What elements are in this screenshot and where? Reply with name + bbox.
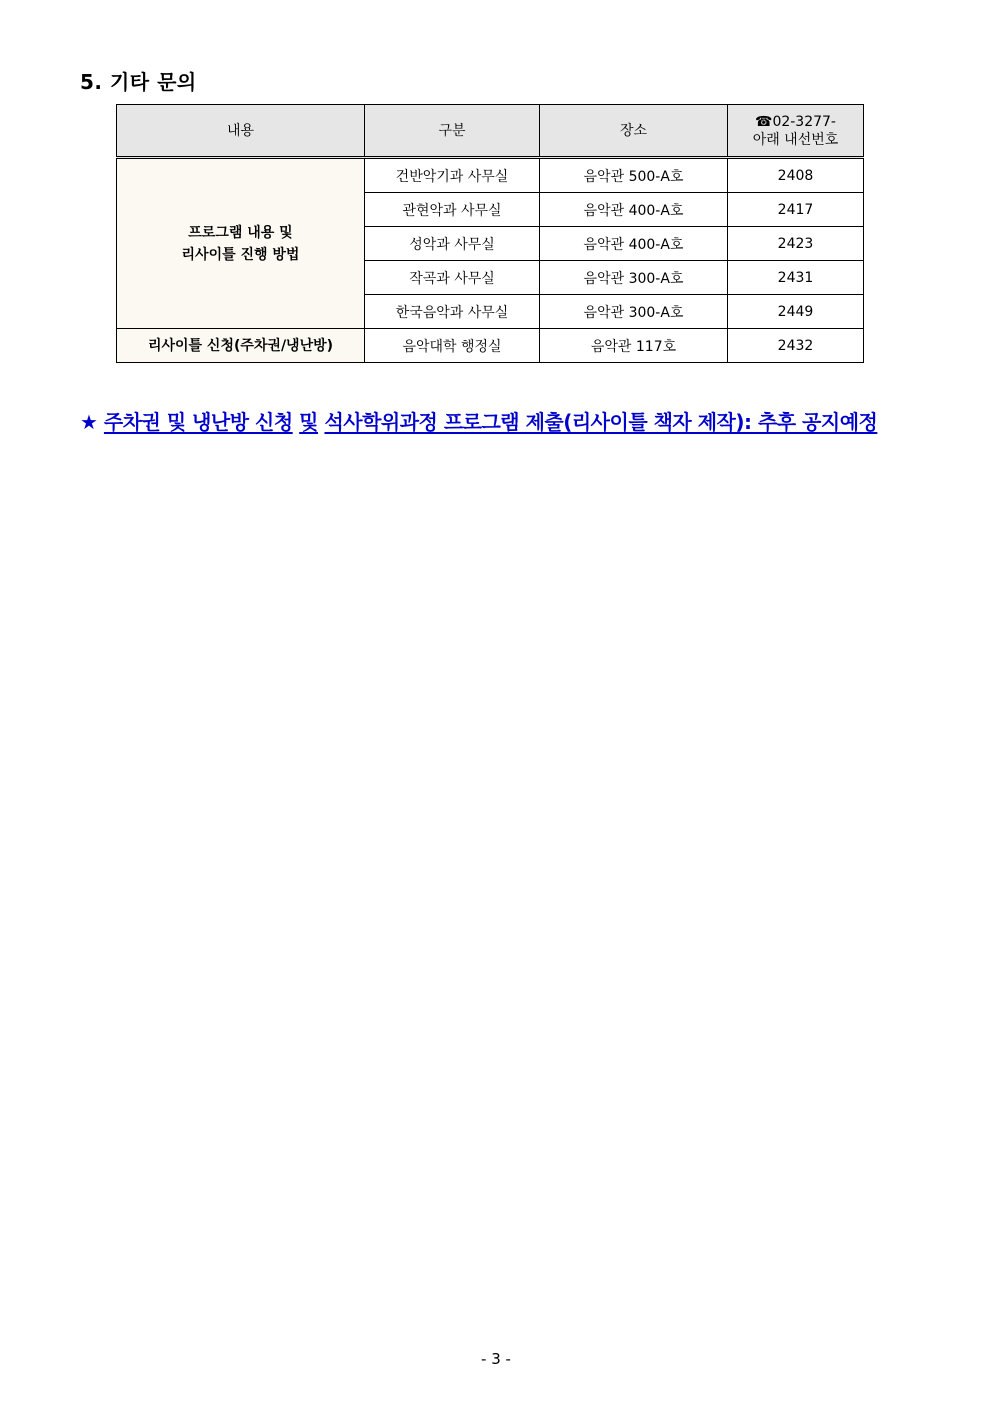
notice-parking-hvac: 주차권 및 냉난방 신청 <box>103 410 293 434</box>
notice-line <box>80 406 877 435</box>
place-cell: 음악관 400-A호 <box>540 227 728 261</box>
place-cell: 음악관 300-A호 <box>540 295 728 329</box>
place-cell: 음악관 300-A호 <box>540 261 728 295</box>
star-icon: ★ <box>80 410 98 434</box>
header-place: 장소 <box>540 105 728 158</box>
ext-cell: 2449 <box>728 295 864 329</box>
dept-cell: 성악과 사무실 <box>365 227 540 261</box>
section-title: 5. 기타 문의 <box>80 70 197 94</box>
header-content: 내용 <box>117 105 365 158</box>
group-label-recital: 리사이틀 신청(주차권/냉난방) <box>117 329 365 363</box>
ext-cell: 2423 <box>728 227 864 261</box>
table-row <box>117 158 864 193</box>
place-cell: 음악관 117호 <box>540 329 728 363</box>
dept-cell: 건반악기과 사무실 <box>365 158 540 193</box>
header-phone-prefix: ☎02-3277- <box>755 113 836 130</box>
group-label-program <box>117 158 365 329</box>
place-cell: 음악관 500-A호 <box>540 158 728 193</box>
table-row <box>117 329 864 363</box>
ext-cell: 2417 <box>728 193 864 227</box>
dept-cell: 음악대학 행정실 <box>365 329 540 363</box>
notice-conjunction: 및 <box>299 410 318 434</box>
ext-cell: 2431 <box>728 261 864 295</box>
header-extension-label: 아래 내선번호 <box>752 131 839 148</box>
contact-table <box>116 104 864 363</box>
dept-cell: 관현악과 사무실 <box>365 193 540 227</box>
ext-cell: 2432 <box>728 329 864 363</box>
notice-program-submission: 석사학위과정 프로그램 제출(리사이틀 책자 제작): 추후 공지예정 <box>324 410 878 434</box>
page-number: - 3 - <box>481 1350 511 1368</box>
ext-cell: 2408 <box>728 158 864 193</box>
group-label-line: 프로그램 내용 및 <box>188 224 293 241</box>
group-label-line: 리사이틀 진행 방법 <box>181 246 300 263</box>
header-extension <box>728 105 864 158</box>
table-header-row <box>117 105 864 158</box>
dept-cell: 한국음악과 사무실 <box>365 295 540 329</box>
header-category: 구분 <box>365 105 540 158</box>
dept-cell: 작곡과 사무실 <box>365 261 540 295</box>
place-cell: 음악관 400-A호 <box>540 193 728 227</box>
